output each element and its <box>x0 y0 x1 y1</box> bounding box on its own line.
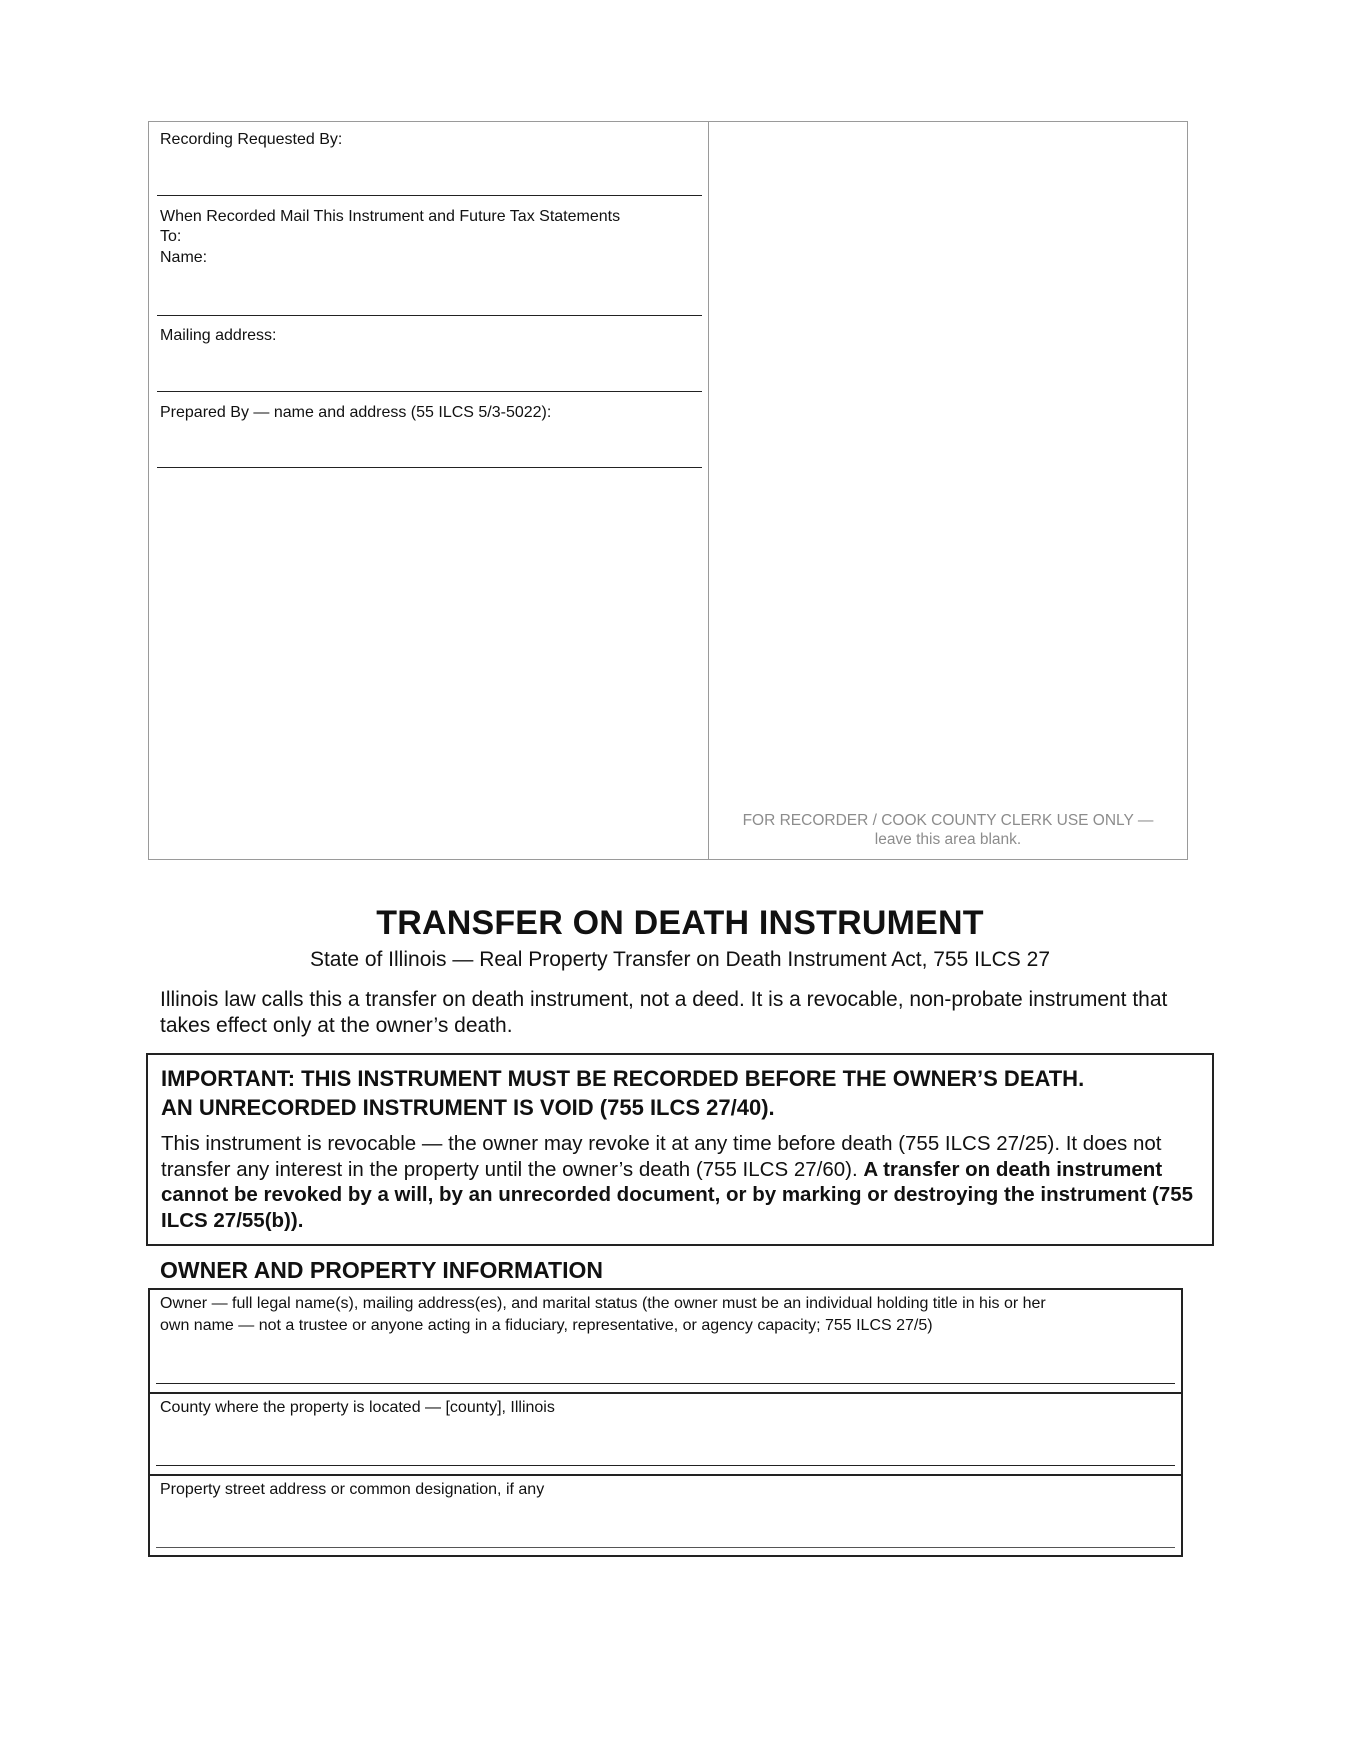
prepared-by-label: Prepared By — name and address (55 ILCS 5/3-5022): <box>160 404 552 421</box>
recording-requested-by-field[interactable] <box>157 172 702 196</box>
important-heading-line1: IMPORTANT: THIS INSTRUMENT MUST BE RECORDED BEFORE THE OWNER’S DEATH. <box>161 1066 1085 1091</box>
recorder-note-line1: FOR RECORDER / COOK COUNTY CLERK USE ONLY — <box>742 812 1154 829</box>
name-label: Name: <box>160 249 208 266</box>
important-heading <box>161 1064 1200 1122</box>
owner-property-table <box>148 1288 1183 1557</box>
property-address-field[interactable] <box>156 1524 1175 1548</box>
property-address-label: Property street address or common designation, if any <box>160 1481 545 1498</box>
important-body-bold: A transfer on death instrument cannot be revoked by a will, by an unrecorded document, or by marking or destroying the instrument (755 ILCS 27/55(b)). <box>161 1157 1194 1232</box>
recorder-use-area <box>709 122 1187 859</box>
recording-header-box <box>148 121 1188 860</box>
important-heading-line2: AN UNRECORDED INSTRUMENT IS VOID (755 ILCS 27/40). <box>161 1095 775 1120</box>
owner-label-line2: own name — not a trustee or anyone acting in a fiduciary, representative, or agency capacity; 755 ILCS 27/5) <box>160 1317 933 1334</box>
owner-row <box>150 1290 1181 1392</box>
owner-section-heading: OWNER AND PROPERTY INFORMATION <box>160 1257 603 1283</box>
important-notice-box <box>146 1053 1214 1246</box>
when-recorded-label-line2: To: <box>160 228 182 245</box>
recording-requested-by-label: Recording Requested By: <box>160 131 343 148</box>
owner-field[interactable] <box>156 1360 1175 1384</box>
recorder-note-line2: leave this area blank. <box>874 831 1022 848</box>
recorder-use-note <box>709 811 1187 849</box>
when-recorded-label-line1: When Recorded Mail This Instrument and Future Tax Statements <box>160 208 621 225</box>
important-body-text: This instrument is revocable — the owner may revoke it at any time before death (755 ILCS 27/25). It does not transfer any interest in the property until the owner’s death (755 ILCS 27/60). <box>161 1132 1162 1181</box>
mailing-address-label: Mailing address: <box>160 327 277 344</box>
prepared-by-field[interactable] <box>157 444 702 468</box>
intro-paragraph: Illinois law calls this a transfer on death instrument, not a deed. It is a revocable, non-probate instrument that takes effect only at the owner’s death. <box>160 988 1168 1037</box>
mailing-address-field[interactable] <box>157 368 702 392</box>
document-title: TRANSFER ON DEATH INSTRUMENT <box>376 904 984 942</box>
county-label: County where the property is located — [county], Illinois <box>160 1399 555 1416</box>
important-body <box>161 1131 1200 1233</box>
document-subtitle: State of Illinois — Real Property Transfer on Death Instrument Act, 755 ILCS 27 <box>309 948 1051 971</box>
recording-info-panel <box>149 122 709 859</box>
owner-label-line1: Owner — full legal name(s), mailing address(es), and marital status (the owner must be an individual holding title in his or her <box>160 1295 1046 1312</box>
county-row <box>150 1392 1181 1474</box>
county-field[interactable] <box>156 1442 1175 1466</box>
property-address-row <box>150 1474 1181 1555</box>
name-field[interactable] <box>157 292 702 316</box>
